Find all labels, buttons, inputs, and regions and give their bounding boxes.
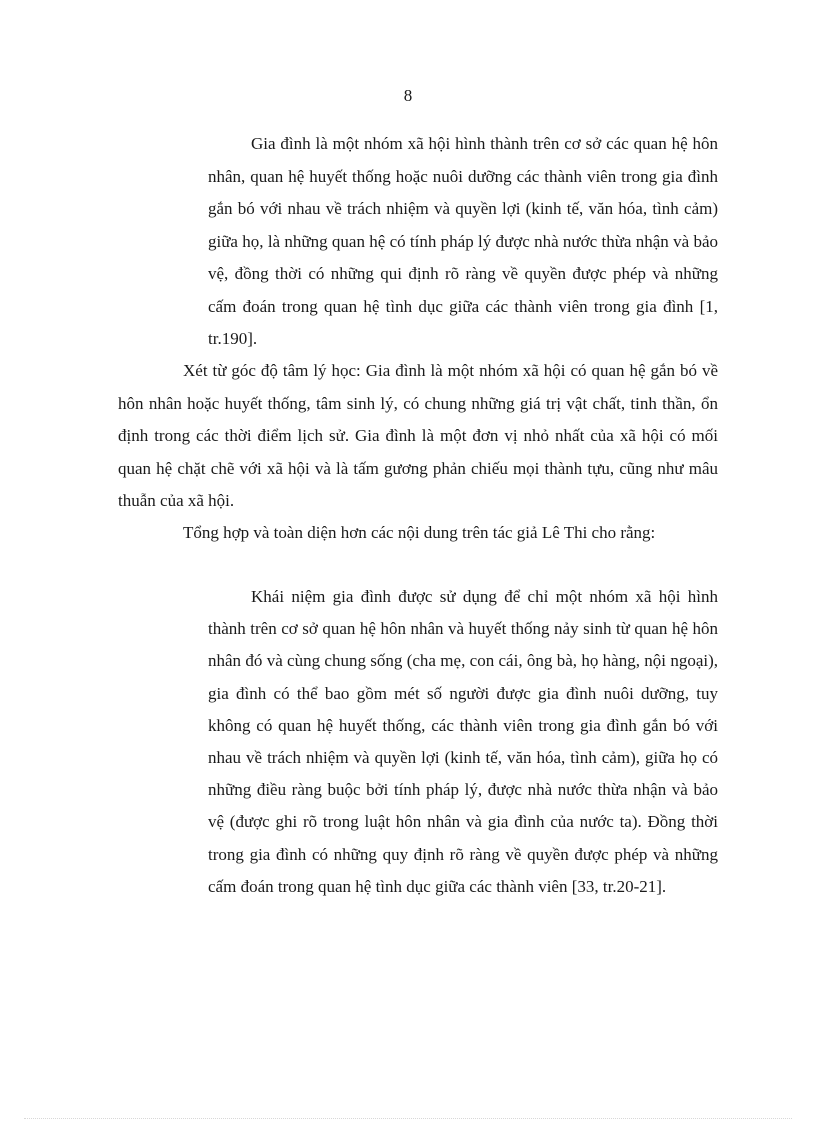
paragraph-summary-intro: Tổng hợp và toàn diện hơn các nội dung trên tác giả Lê Thi cho rằng: xyxy=(183,523,656,542)
block-quote-definition: Gia đình là một nhóm xã hội hình thành trên cơ sở các quan hệ hôn nhân, quan hệ huyết thống hoặc nuôi dưỡng các thành viên trong gia đình gắn bó với nhau về trách nhiệm và quyền lợi (kinh tế, văn hóa, tình cảm) giữa họ, là những quan hệ có tính pháp lý được nhà nước thừa nhận và bảo vệ, đồng thời có những qui định rõ ràng về quyền được phép và những cấm đoán trong quan hệ tình dục giữa các thành viên trong gia đình [1, tr.190]. xyxy=(208,134,718,348)
page-number: 8 xyxy=(403,86,413,105)
paragraph-psychology-perspective: Xét từ góc độ tâm lý học: Gia đình là một nhóm xã hội có quan hệ gắn bó về hôn nhân hoặc huyết thống, tâm sinh lý, có chung những giá trị vật chất, tinh thần, ổn định trong các thời điểm lịch sử. Gia đình là một đơn vị nhỏ nhất của xã hội có mối quan hệ chặt chẽ với xã hội và là tấm gương phản chiếu mọi thành tựu, cũng như mâu thuẫn của xã hội. xyxy=(118,361,718,510)
page-bottom-divider xyxy=(24,1118,792,1119)
block-quote-le-thi: Khái niệm gia đình được sử dụng để chỉ một nhóm xã hội hình thành trên cơ sở quan hệ hôn nhân và huyết thống nảy sinh từ quan hệ hôn nhân đó và cùng chung sống (cha mẹ, con cái, ông bà, họ hàng, nội ngoại), gia đình có thể bao gồm mét số người được gia đình nuôi dưỡng, tuy không có quan hệ huyết thống, các thành viên trong gia đình gắn bó với nhau về trách nhiệm và quyền lợi (kinh tế, văn hóa, tình cảm), giữa họ có những điều ràng buộc bởi tính pháp lý, được nhà nước thừa nhận và bảo vệ (được ghi rõ trong luật hôn nhân và gia đình của nước ta). Đồng thời trong gia đình có những quy định rõ ràng về quyền được phép và những cấm đoán trong quan hệ tình dục giữa các thành viên [33, tr.20-21]. xyxy=(208,587,718,896)
